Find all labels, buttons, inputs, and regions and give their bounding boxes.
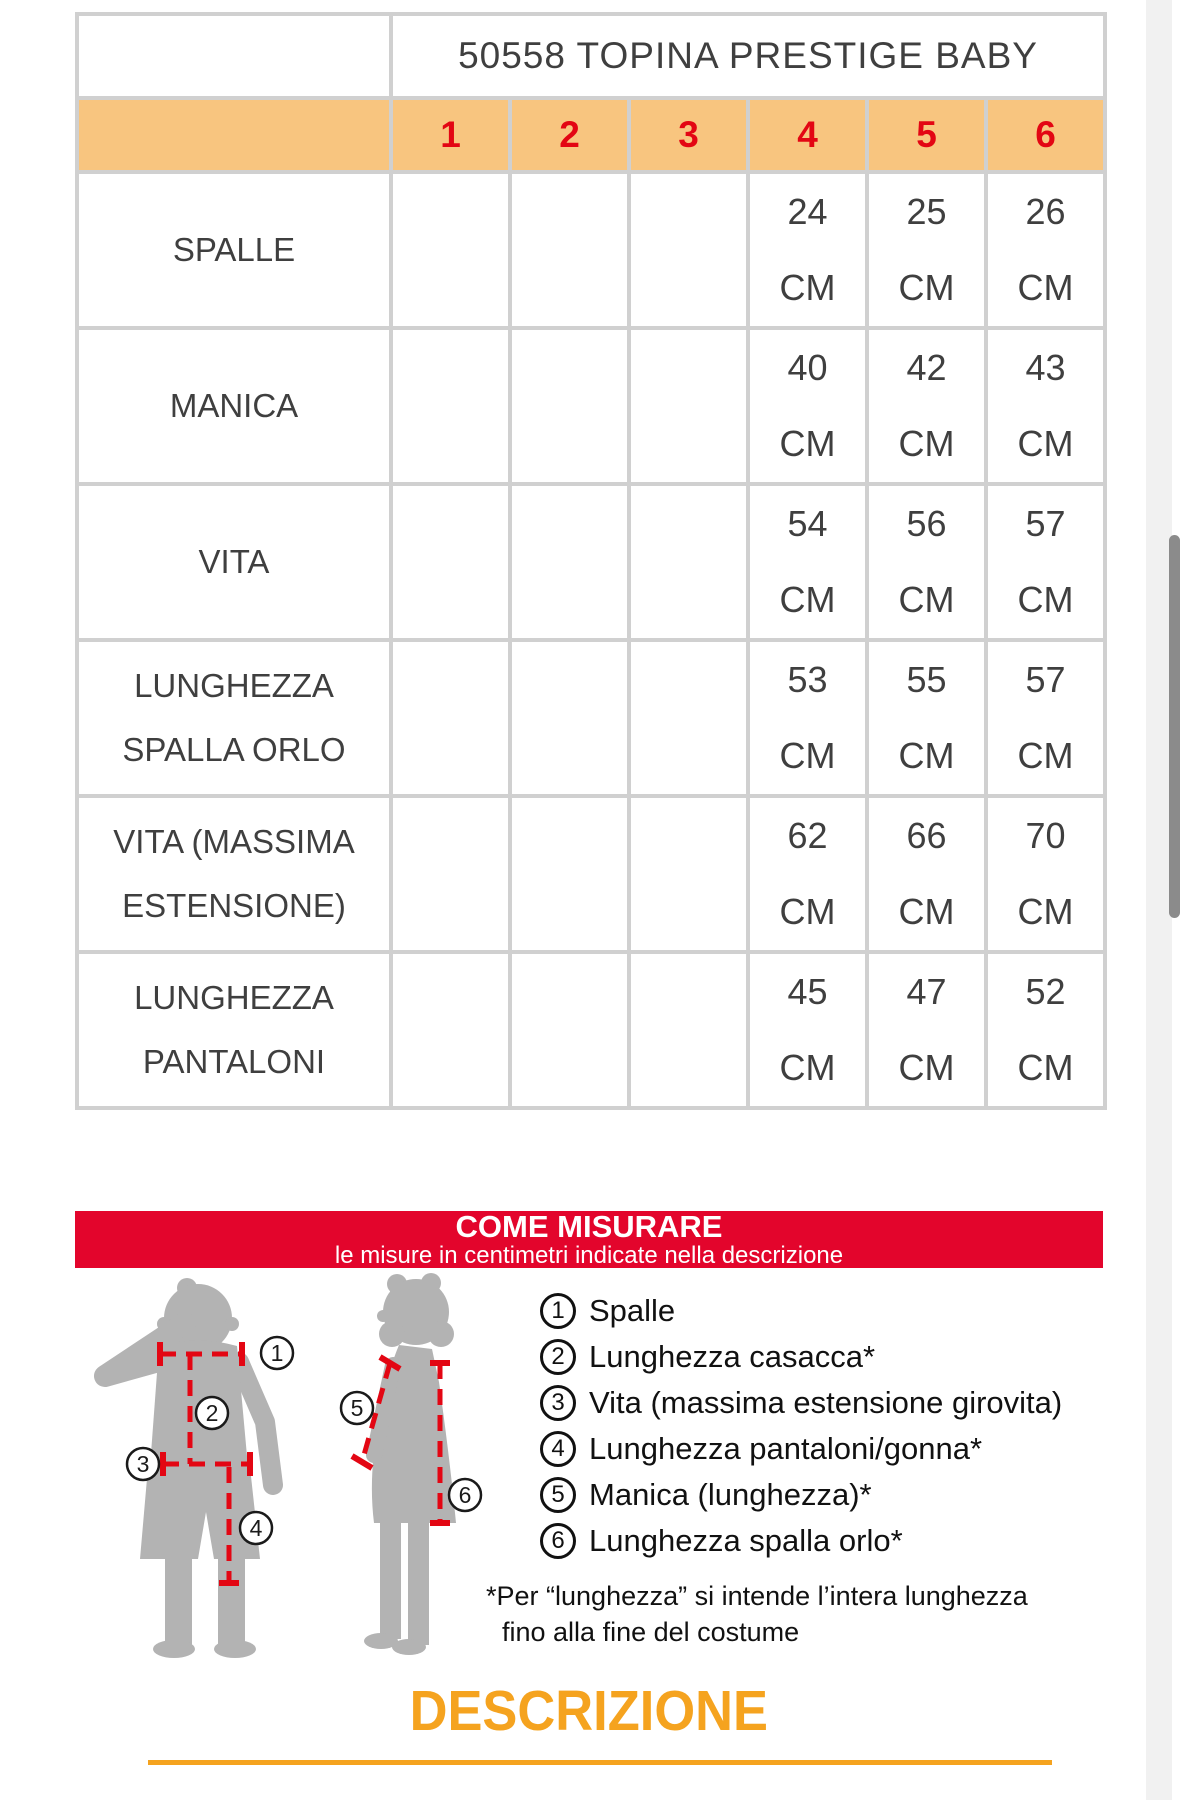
banner-subtitle: le misure in centimetri indicate nella descrizione <box>334 1242 844 1270</box>
scrollbar-thumb[interactable] <box>1169 535 1180 918</box>
redacted-size-cell <box>629 484 748 640</box>
size-column-header-1: 1 <box>391 98 510 172</box>
size-value-cell: 55 CM <box>867 640 986 796</box>
size-value-cell: 57 CM <box>986 640 1105 796</box>
redacted-size-cell <box>629 172 748 328</box>
size-value-cell: 40 CM <box>748 328 867 484</box>
size-value-cell: 62 CM <box>748 796 867 952</box>
corner-blank-cell <box>77 14 391 98</box>
size-value-cell: 47 CM <box>867 952 986 1108</box>
description-heading <box>75 1678 1103 1744</box>
size-header-blank-cell <box>77 98 391 172</box>
row-label: VITA <box>77 484 391 640</box>
list-item-label: Lunghezza pantaloni/gonna* <box>589 1431 983 1466</box>
list-item <box>540 1518 1062 1564</box>
size-column-header-2: 2 <box>510 98 629 172</box>
redacted-size-cell <box>391 952 510 1108</box>
svg-text:2: 2 <box>205 1400 219 1426</box>
circled-number-icon: 1 <box>540 1293 576 1329</box>
size-value-cell: 57 CM <box>986 484 1105 640</box>
size-value-cell: 66 CM <box>867 796 986 952</box>
svg-text:3: 3 <box>136 1451 150 1477</box>
footnote-line-1: *Per “lunghezza” si intende l’intera lunghezza <box>486 1581 1028 1611</box>
size-value-cell: 53 CM <box>748 640 867 796</box>
row-label: LUNGHEZZA PANTALONI <box>77 952 391 1108</box>
list-item-label: Vita (massima estensione girovita) <box>589 1385 1063 1420</box>
girl-silhouette-profile <box>364 1273 456 1655</box>
size-value-cell: 43 CM <box>986 328 1105 484</box>
table-row <box>77 796 1105 952</box>
list-item <box>540 1380 1062 1426</box>
list-item <box>540 1472 1062 1518</box>
list-item-label: Manica (lunghezza)* <box>589 1477 872 1512</box>
table-row <box>77 484 1105 640</box>
table-row <box>77 640 1105 796</box>
row-label: SPALLE <box>77 172 391 328</box>
redacted-size-cell <box>391 640 510 796</box>
redacted-size-cell <box>391 484 510 640</box>
redacted-size-cell <box>629 328 748 484</box>
size-value-cell: 56 CM <box>867 484 986 640</box>
list-item <box>540 1426 1062 1472</box>
table-title-row <box>77 14 1105 98</box>
size-value-cell: 25 CM <box>867 172 986 328</box>
redacted-size-cell <box>510 640 629 796</box>
redacted-size-cell <box>510 172 629 328</box>
redacted-size-cell <box>510 796 629 952</box>
size-value-cell: 24 CM <box>748 172 867 328</box>
table-row <box>77 172 1105 328</box>
circled-number-icon: 4 <box>540 1431 576 1467</box>
size-value-cell: 42 CM <box>867 328 986 484</box>
list-item-label: Spalle <box>589 1293 676 1328</box>
measure-footnote <box>486 1578 1028 1651</box>
redacted-size-cell <box>391 796 510 952</box>
redacted-size-cell <box>510 328 629 484</box>
circled-number-icon: 5 <box>540 1477 576 1513</box>
measurement-legend-list <box>540 1288 1062 1564</box>
size-value-cell: 70 CM <box>986 796 1105 952</box>
list-item-label: Lunghezza casacca* <box>589 1339 876 1374</box>
size-value-cell: 52 CM <box>986 952 1105 1108</box>
redacted-size-cell <box>510 484 629 640</box>
svg-text:4: 4 <box>249 1515 263 1541</box>
svg-text:6: 6 <box>458 1482 472 1508</box>
size-value-cell: 45 CM <box>748 952 867 1108</box>
circled-number-icon: 3 <box>540 1385 576 1421</box>
row-label: MANICA <box>77 328 391 484</box>
redacted-size-cell <box>391 328 510 484</box>
redacted-size-cell <box>510 952 629 1108</box>
redacted-size-cell <box>629 952 748 1108</box>
svg-text:5: 5 <box>350 1395 364 1421</box>
row-label: VITA (MASSIMA ESTENSIONE) <box>77 796 391 952</box>
size-value-cell: 26 CM <box>986 172 1105 328</box>
size-column-header-6: 6 <box>986 98 1105 172</box>
how-to-measure-banner <box>75 1208 1103 1270</box>
list-item <box>540 1288 1062 1334</box>
list-item-label: Lunghezza spalla orlo* <box>589 1523 903 1558</box>
size-column-header-4: 4 <box>748 98 867 172</box>
redacted-size-cell <box>629 796 748 952</box>
size-chart-table <box>75 12 1107 1110</box>
svg-text:1: 1 <box>270 1340 284 1366</box>
orange-divider-rule <box>148 1760 1052 1765</box>
size-column-header-3: 3 <box>629 98 748 172</box>
description-title: DESCRIZIONE <box>409 1679 769 1743</box>
circled-number-icon: 2 <box>540 1339 576 1375</box>
banner-title: COME MISURARE <box>455 1208 723 1244</box>
redacted-size-cell <box>391 172 510 328</box>
measurement-diagram <box>75 1270 525 1700</box>
size-column-header-5: 5 <box>867 98 986 172</box>
table-row <box>77 328 1105 484</box>
size-value-cell: 54 CM <box>748 484 867 640</box>
circled-number-icon: 6 <box>540 1523 576 1559</box>
table-row <box>77 952 1105 1108</box>
size-header-row <box>77 98 1105 172</box>
redacted-size-cell <box>629 640 748 796</box>
list-item <box>540 1334 1062 1380</box>
footnote-line-2: fino alla fine del costume <box>502 1617 800 1648</box>
product-title-cell: 50558 TOPINA PRESTIGE BABY <box>391 14 1105 98</box>
row-label: LUNGHEZZA SPALLA ORLO <box>77 640 391 796</box>
